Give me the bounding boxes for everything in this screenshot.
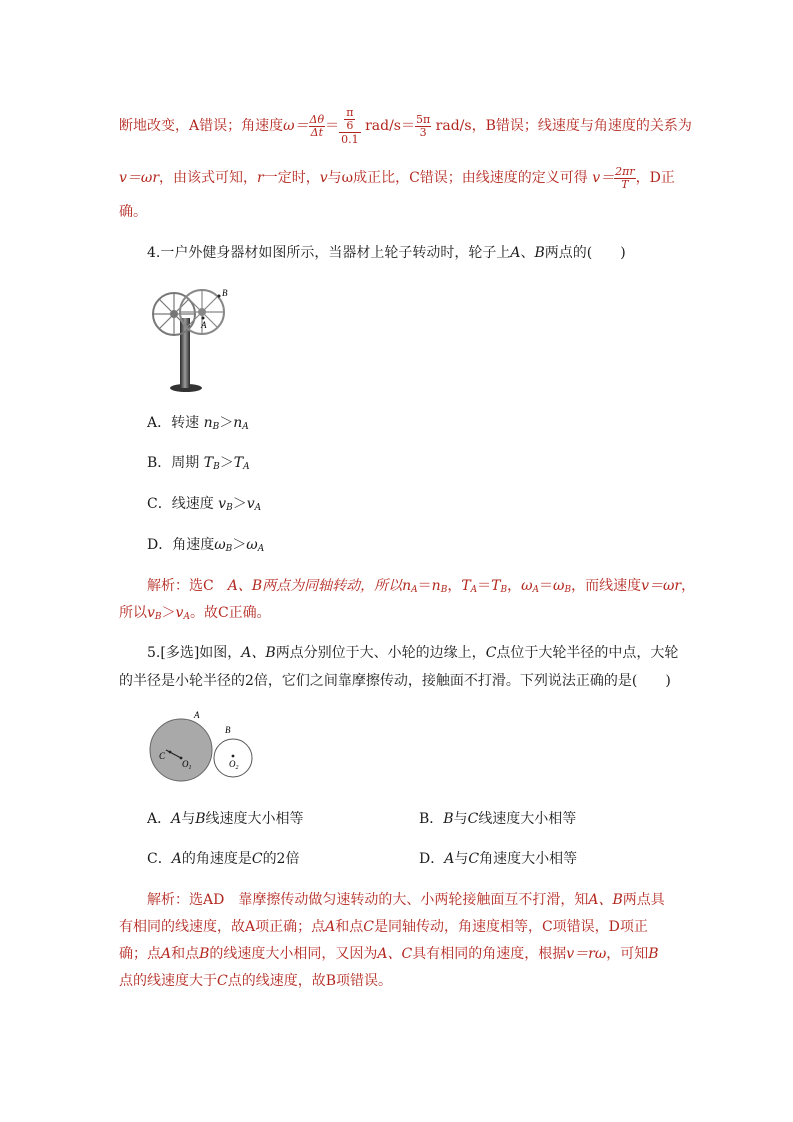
solution-line-1: 断地改变，A错误；角速度ω＝ $\frac{\Delta\theta}{\Delta t}$ ＝ $\frac{\frac{\pi}{6}}{0.1}$ rad/s＝ $\frac{5\pi}{3}$ rad/s，B错误；线速度与角速度的关系为: [119, 105, 692, 146]
question-4-stem: 4.一户外健身器材如图所示，当器材上轮子转动时，轮子上A、B两点的( ): [147, 245, 626, 261]
q4-option-d[interactable]: D．角速度$\omega_B>\omega_A$: [147, 537, 265, 554]
q4-solution-line-1: 解析：选C A、B两点为同轴转动，所以$n_A=n_B$，$T_A=T_B$，$\omega_A=\omega_B$，而线速度v＝ωr，: [147, 578, 696, 595]
q5-option-a[interactable]: A．A与B线速度大小相等: [147, 811, 304, 827]
figure-label-B: B: [222, 288, 228, 298]
q5-solution-line-1: 解析：选AD 靠摩擦传动做匀速转动的大、小两轮接触面互不打滑，知A、B两点具: [147, 892, 665, 908]
two-wheels-figure: [146, 709, 258, 785]
fraction-5pi-3: $\frac{5\pi}{3}$: [415, 112, 431, 139]
point-C: [169, 751, 172, 754]
q5-solution-line-4: 点的线速度大于C点的线速度，故B项错误。: [119, 973, 393, 989]
small-wheel: [214, 739, 252, 777]
figure-label-O2: $O_2$: [229, 759, 239, 771]
figure-label-B: B: [225, 725, 231, 735]
large-wheel: [150, 719, 212, 781]
q5-option-d[interactable]: D．A与C角速度大小相等: [419, 851, 578, 867]
q5-solution-line-2: 有相同的线速度，故A项正确；点A和点C是同轴传动，角速度相等，C项错误，D项正: [119, 919, 648, 935]
q4-option-c[interactable]: C．线速度 $v_B>v_A$: [147, 496, 262, 513]
center-O2: [232, 755, 235, 758]
q5-solution-line-3: 确；点A和点B的线速度大小相同，又因为A、C具有相同的角速度，根据v＝rω，可知B: [119, 946, 659, 962]
figure-label-A: A: [194, 710, 200, 720]
figure-label-C: C: [159, 751, 166, 761]
figure-label-A: A: [201, 320, 207, 330]
fraction-2pir-T: $\frac{2\pi r}{T}$: [615, 164, 635, 191]
solution-line-3: 确。: [119, 204, 147, 220]
q4-option-a[interactable]: A．转速 $n_B>n_A$: [147, 415, 249, 432]
solution-line-2: v＝ωr，由该式可知，r一定时，v与ω成正比，C错误；由线速度的定义可得 v＝ $\frac{2\pi r}{T}$ ，D正: [119, 164, 675, 191]
q5-option-c[interactable]: C．A的角速度是C的2倍: [147, 851, 300, 867]
question-5-stem-line-2: 的半径是小轮半径的2倍，它们之间靠摩擦传动，接触面不打滑。下列说法正确的是( ): [119, 673, 671, 689]
fraction-dtheta-dt: $\frac{\Delta\theta}{\Delta t}$: [309, 112, 325, 139]
fraction-pi6-over-01: $\frac{\frac{\pi}{6}}{0.1}$: [341, 105, 359, 146]
fitness-wheel-figure: [150, 284, 242, 394]
q5-option-b[interactable]: B．B与C线速度大小相等: [419, 811, 577, 827]
q4-solution-line-2: 所以$v_B>v_A$。故C正确。: [119, 605, 271, 622]
question-5-stem-line-1: 5.[多选]如图，A、B两点分别位于大、小轮的边缘上，C点位于大轮半径的中点，大轮: [147, 645, 679, 661]
point-B: [218, 295, 221, 298]
q4-option-b[interactable]: B．周期 $T_B>T_A$: [147, 455, 250, 472]
figure-label-O1: $O_1$: [182, 759, 192, 771]
